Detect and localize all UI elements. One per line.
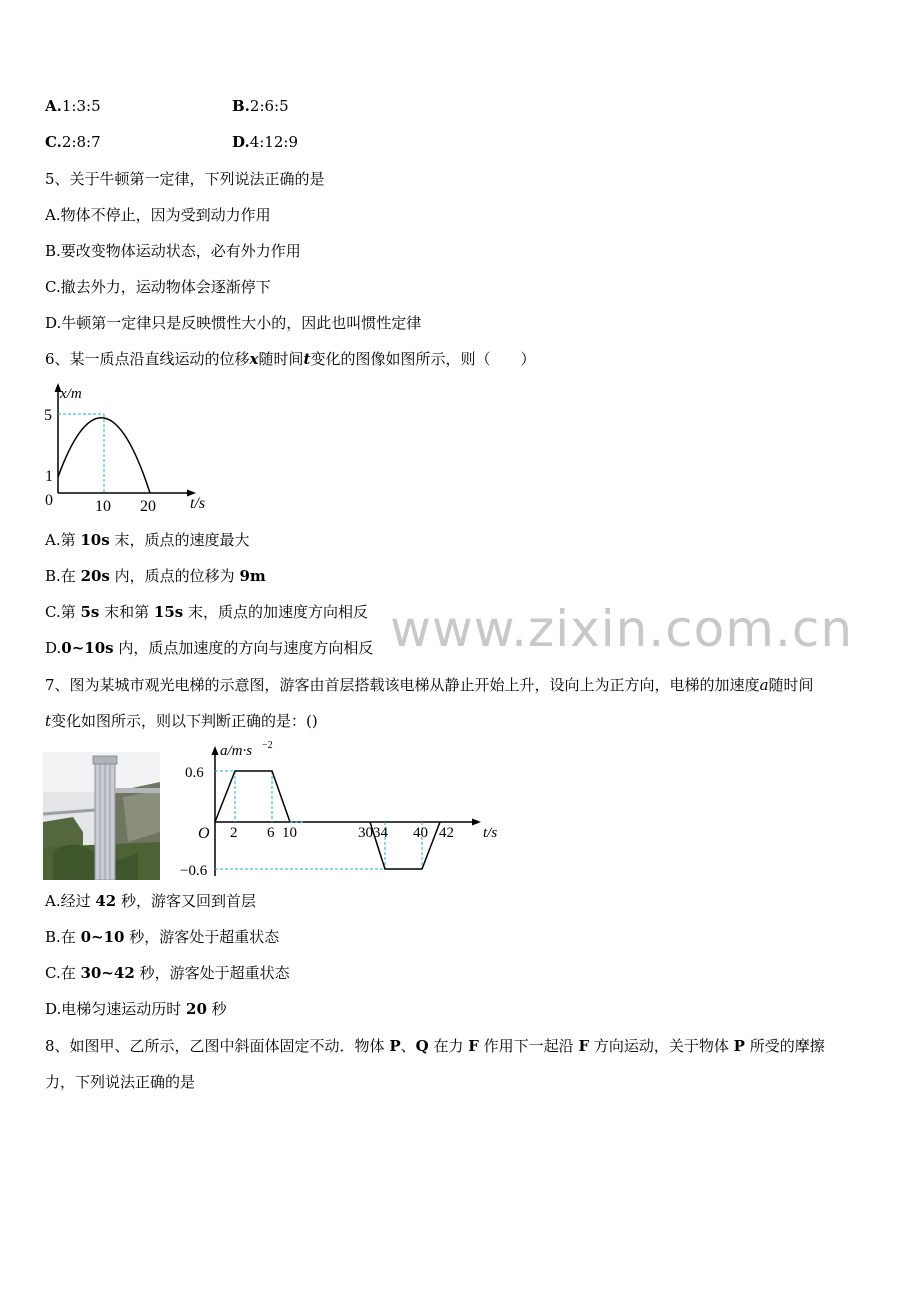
q6-stem [45,349,535,369]
watermark: www.zixin.com.cn [390,600,854,658]
q7-at-graph [180,738,510,883]
q5-option-d: D.牛顿第一定律只是反映惯性大小的，因此也叫惯性定律 [45,314,422,332]
q7-curve-positive [215,771,290,822]
q6-b-pre: B.在 [45,567,81,585]
q6-stem-post: 变化的图像如图所示，则（ ） [310,350,536,368]
q6-option-b [45,566,266,586]
q7-option-b [45,927,279,947]
q7-x-tick-42: 42 [439,825,454,841]
q8-stem-line1 [45,1036,825,1056]
q7-x-tick-10: 10 [282,825,297,841]
q8-P2: P [733,1037,745,1055]
q7-stem-end: 随时间 [768,676,814,694]
q5-stem: 5、关于牛顿第一定律，下列说法正确的是 [45,170,325,188]
q6-y-tick-0: 0 [45,492,53,509]
q6-x-tick-20: 20 [140,498,156,515]
q6-t-var: t [303,350,311,368]
q6-c-pre: C.第 [45,603,81,621]
q6-c-post: 末，质点的加速度方向相反 [183,603,369,621]
q7-x-tick-40: 40 [413,825,428,841]
q6-option-a [45,530,249,550]
q6-a-pre: A.第 [45,531,81,549]
q7-x-label: t/s [483,825,498,841]
q8-F2: F [578,1037,590,1055]
q7-x-tick-3034: 3034 [358,825,388,841]
q7-stem-line2-text: 变化如图所示，则以下判断正确的是：() [51,712,318,730]
q7-a-post: 秒，游客又回到首层 [116,892,257,910]
option-c-label: C. [45,133,62,151]
q6-option-d [45,638,373,658]
q7-c-post: 秒，游客处于超重状态 [134,964,290,982]
q7-x-tick-2: 2 [230,825,238,841]
q7-y-label: a/m·s [220,743,253,759]
q8-p1: 8、如图甲、乙所示，乙图中斜面体固定不动．物体 [45,1037,390,1055]
elevator-photo-drawing [43,752,160,880]
q7-d-pre: D.电梯匀速运动历时 [45,1000,187,1018]
q8-Q: Q [415,1037,429,1055]
q6-x-var: x [249,350,259,368]
q7-b-bold: 0~10 [80,928,125,946]
option-a-text: 1:3:5 [61,97,101,115]
q7-y-exp: −2 [262,740,273,751]
q6-c-bold: 5s [80,603,100,621]
q7-option-c [45,963,290,983]
option-b-text: 2:6:5 [249,97,289,115]
option-d-label: D. [232,133,250,151]
q6-x-tick-10: 10 [95,498,111,515]
q7-c-bold: 30~42 [80,964,135,982]
q6-d-label: D. [45,639,62,657]
q6-a-post: 末，质点的速度最大 [109,531,250,549]
q7-stem-line2 [45,711,318,731]
q6-y-tick-5: 5 [44,407,52,424]
q8-p5: 所受的摩擦 [744,1037,825,1055]
q7-y-arrow [212,746,219,755]
q5-option-a: A.物体不停止，因为受到动力作用 [45,206,271,224]
q6-y-label: x/m [60,386,82,402]
q6-stem-mid: 随时间 [258,350,304,368]
q7-t-var: t [45,712,52,730]
q7-a-bold: 42 [95,892,117,910]
q7-option-a [45,891,256,911]
q7-origin: O [198,825,210,842]
q7-x-arrow [472,819,481,826]
q6-b-bold: 20s [80,567,110,585]
q7-b-post: 秒，游客处于超重状态 [124,928,280,946]
q5-option-b: B.要改变物体运动状态，必有外力作用 [45,242,301,260]
q6-y-tick-1: 1 [45,468,53,485]
q6-c-bold2: 15s [153,603,184,621]
q6-xt-graph [40,380,220,515]
q7-d-post: 秒 [206,1000,227,1018]
option-c-text: 2:8:7 [61,133,101,151]
q6-c-mid: 末和第 [99,603,154,621]
q7-stem-line1 [45,675,814,695]
q7-c-pre: C.在 [45,964,81,982]
q7-d-bold: 20 [186,1000,207,1018]
q5-option-c: C.撤去外力，运动物体会逐渐停下 [45,278,271,296]
option-d-text: 4:12:9 [249,133,298,151]
q7-x-tick-6: 6 [267,825,275,841]
elevator-photo [43,752,160,880]
option-a-label: A. [45,97,62,115]
option-c [45,132,101,152]
q8-F: F [468,1037,479,1055]
q6-b-bold2: 9m [239,567,266,585]
q6-d-bold: 0~10s [61,639,114,657]
q7-y-tick-neg: −0.6 [180,863,208,879]
q7-y-tick-pos: 0.6 [185,765,204,781]
q6-option-c [45,602,368,622]
option-a [45,96,101,116]
option-b [232,96,289,116]
q6-x-label: t/s [190,495,206,512]
q8-P: P [389,1037,401,1055]
q7-option-d [45,999,227,1019]
q6-a-bold: 10s [80,531,110,549]
q8-p2: 在力 [428,1037,469,1055]
q7-stem-text: 7、图为某城市观光电梯的示意图，游客由首层搭载该电梯从静止开始上升，设向上为正方向，电梯的加速度 [45,676,760,694]
q7-a-pre: A.经过 [45,892,96,910]
q8-stem-line2: 力，下列说法正确的是 [45,1073,196,1091]
q6-b-mid: 内，质点的位移为 [109,567,240,585]
q8-p3: 作用下一起沿 [478,1037,579,1055]
q7-b-pre: B.在 [45,928,81,946]
q6-stem-pre: 6、某一质点沿直线运动的位移 [45,350,250,368]
option-d [232,132,298,152]
q8-sep: 、 [400,1037,416,1055]
q6-d-post: 内，质点加速度的方向与速度方向相反 [113,639,374,657]
q8-p4: 方向运动，关于物体 [589,1037,734,1055]
q7-a-var: a [759,676,769,694]
option-b-label: B. [232,97,250,115]
